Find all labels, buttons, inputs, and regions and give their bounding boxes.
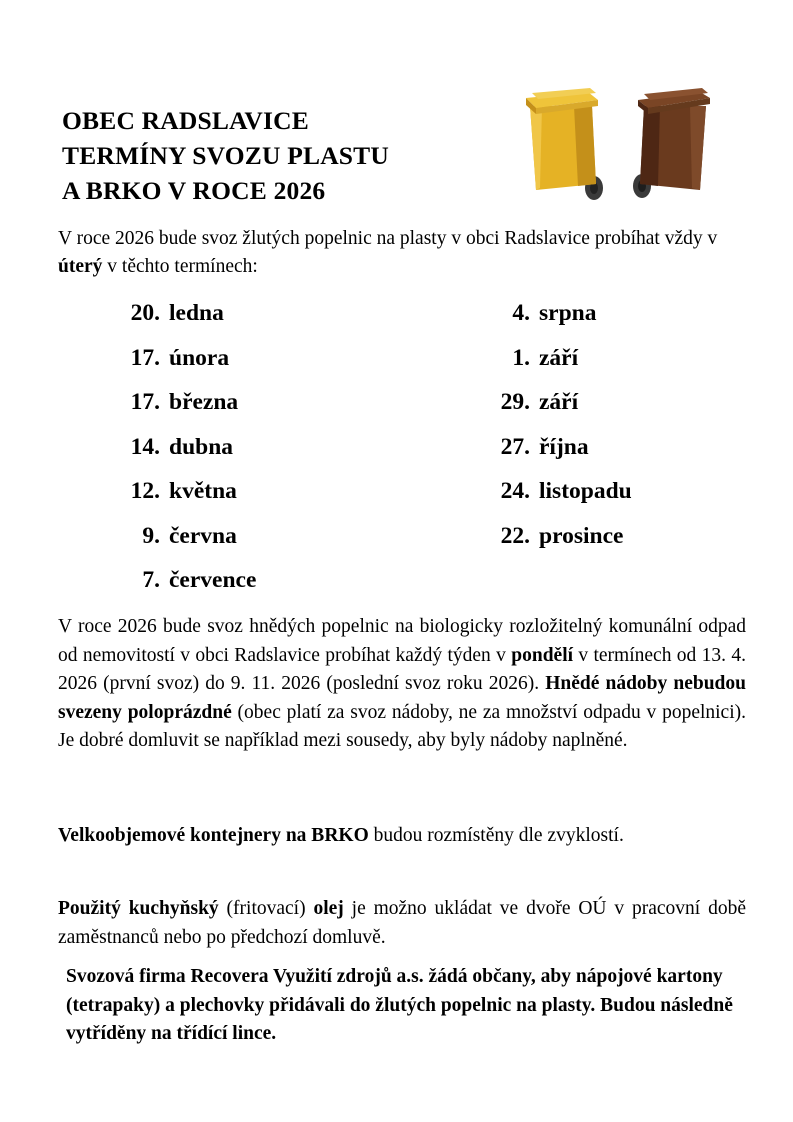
brko-text-3: (obec platí za svoz nádoby, ne za množství odpadu v popelnici). Je dobré domluvit se například mezi sousedy, aby byly nádoby naplněné.	[58, 701, 746, 751]
date-day: 29.	[500, 389, 530, 415]
date-item	[108, 567, 408, 612]
oil-text-1: (fritovací)	[218, 898, 314, 919]
intro-paragraph	[58, 225, 748, 281]
recovera-notice-paragraph: Svozová firma Recovera Využití zdrojů a.s. žádá občany, aby nápojové kartony (tetrapaky) a plechovky přidávali do žlutých popelnic na plasty. Budou následně vytříděny na třídící lince.	[66, 966, 733, 1044]
date-day: 17.	[130, 344, 160, 371]
date-month: března	[169, 389, 239, 415]
date-day: 27.	[500, 433, 530, 460]
brko-paragraph	[58, 613, 746, 756]
date-day: 17.	[130, 389, 160, 415]
date-day: 7.	[142, 567, 160, 593]
date-day: 22.	[500, 522, 530, 549]
date-month: ledna	[169, 300, 224, 326]
page-title	[62, 103, 532, 208]
yellow-bin-icon	[526, 88, 603, 200]
date-item	[478, 300, 778, 345]
date-day: 1.	[512, 344, 530, 371]
containers-paragraph	[58, 822, 746, 851]
date-month: července	[169, 567, 257, 593]
brko-text-2: v termínech od 13. 4. 2026 (první svoz) do 9. 11. 2026 (poslední svoz roku 2026).	[58, 644, 747, 694]
oil-highlight-1: Použitý kuchyňský	[58, 898, 219, 919]
cooking-oil-paragraph	[58, 895, 746, 952]
date-month: února	[169, 344, 230, 371]
date-item	[108, 389, 408, 434]
brko-weekday: pondělí	[511, 644, 574, 666]
title-line-1: OBEC RADSLAVICE	[62, 106, 309, 135]
date-month: září	[539, 344, 579, 371]
brko-warning: Hnědé nádoby nebudou svezeny poloprázdné	[58, 673, 746, 723]
dates-column-left	[108, 300, 408, 612]
date-item	[108, 523, 408, 568]
title-line-3: A BRKO V ROCE 2026	[62, 176, 326, 205]
brko-text-1: V roce 2026 bude svoz hnědých popelnic na biologicky rozložitelný komunální odpad od nemovitostí v obci Radslavice probíhat každý týden v	[58, 616, 746, 666]
poster-header	[0, 0, 793, 215]
date-month: září	[539, 389, 579, 415]
date-day: 20.	[130, 300, 160, 326]
date-month: října	[539, 433, 589, 460]
date-month: srpna	[539, 300, 597, 326]
date-month: prosince	[539, 522, 624, 549]
oil-text-2: je možno ukládat ve dvoře OÚ v pracovní době zaměstnanců nebo po předchozí domluvě.	[58, 898, 746, 948]
title-line-2: TERMÍNY SVOZU PLASTU	[62, 141, 390, 170]
date-item	[478, 434, 778, 479]
wheelie-bins-image	[508, 72, 748, 212]
date-day: 12.	[130, 478, 160, 504]
date-item	[108, 345, 408, 390]
intro-text-after: v těchto termínech:	[102, 256, 258, 277]
containers-highlight: Velkoobjemové kontejnery na BRKO	[58, 825, 369, 846]
collection-dates-list	[58, 300, 748, 600]
date-item	[478, 345, 778, 390]
date-day: 24.	[500, 478, 530, 504]
containers-text: budou rozmístěny dle zvyklostí.	[368, 825, 624, 846]
date-day: 9.	[142, 522, 160, 549]
date-item	[108, 478, 408, 523]
date-item	[478, 523, 778, 568]
intro-text-before: V roce 2026 bude svoz žlutých popelnic na plasty v obci Radslavice probíhat vždy v	[58, 228, 718, 249]
oil-highlight-2: olej	[313, 898, 344, 919]
intro-weekday: úterý	[58, 256, 103, 277]
date-month: dubna	[169, 433, 234, 460]
dates-column-right	[478, 300, 778, 567]
date-month: června	[169, 522, 237, 549]
date-item	[108, 434, 408, 479]
date-item	[478, 478, 778, 523]
date-day: 4.	[512, 300, 530, 326]
date-month: listopadu	[539, 478, 632, 504]
date-month: května	[169, 478, 237, 504]
date-item	[478, 389, 778, 434]
brown-bin-icon	[633, 88, 710, 198]
date-item	[108, 300, 408, 345]
date-day: 14.	[130, 433, 160, 460]
